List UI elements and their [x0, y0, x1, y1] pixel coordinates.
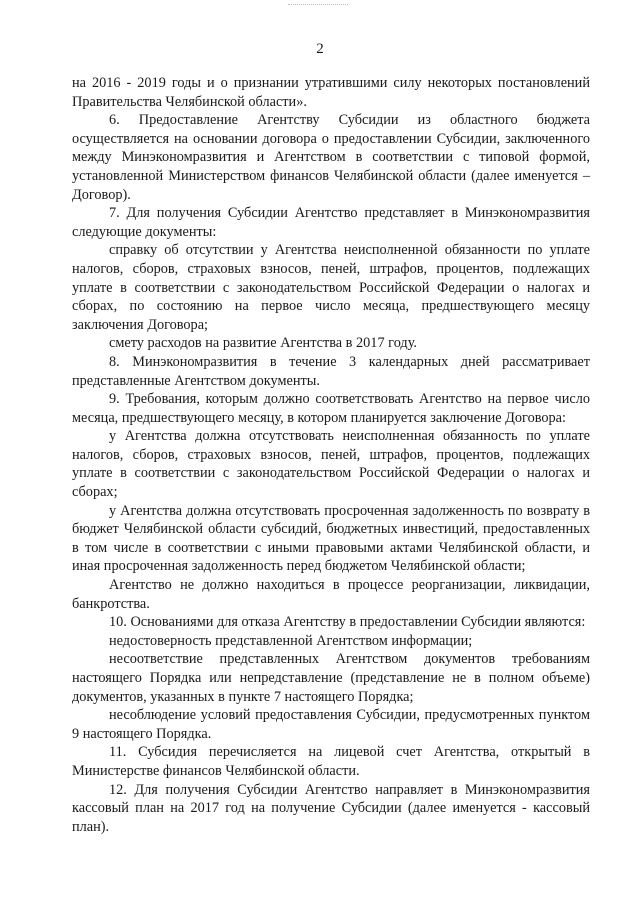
paragraph-continuation: на 2016 - 2019 годы и о признании утратившими силу некоторых постановлений Правительства Челябинской области».: [72, 75, 590, 110]
paragraph-item-7: 7. Для получения Субсидии Агентство представляет в Минэкономразвития следующие документы:: [72, 205, 590, 240]
document-body: [72, 74, 590, 836]
paragraph-item-9-req-3: Агентство не должно находиться в процессе реорганизации, ликвидации, банкротства.: [72, 577, 590, 612]
paragraph-item-6: 6. Предоставление Агентству Субсидии из областного бюджета осуществляется на основании договора о предоставлении Субсидии, заключенного между Минэкономразвития и Агентством в соответствии с типовой формой, установленной Министерством финансов Челябинской области (далее именуется – Договор).: [72, 112, 590, 203]
paragraph-item-10-reason-1: недостоверность представленной Агентством информации;: [109, 632, 473, 649]
paragraph-item-10-reason-3: несоблюдение условий предоставления Субсидии, предусмотренных пунктом 9 настоящего Порядка.: [72, 707, 590, 742]
paragraph-item-12: 12. Для получения Субсидии Агентство направляет в Минэкономразвития кассовый план на 2017 год на получение Субсидии (далее именуется - кассовый план).: [72, 781, 590, 835]
paragraph-item-7-doc-2: смету расходов на развитие Агентства в 2017 году.: [109, 335, 417, 352]
paragraph-item-7-doc-1: справку об отсутствии у Агентства неисполненной обязанности по уплате налогов, сборов, страховых взносов, пеней, штрафов, процентов, подлежащих уплате в соответствии с законодательством Российской Федерации о налогах и сборах, по состоянию на первое число месяца, предшествующего месяцу заключения Договора;: [72, 242, 590, 333]
paragraph-item-8: 8. Минэкономразвития в течение 3 календарных дней рассматривает представленные Агентством документы.: [72, 353, 590, 389]
page-number: 2: [316, 41, 324, 57]
paragraph-item-9-req-2: у Агентства должна отсутствовать просроченная задолженность по возврату в бюджет Челябинской области субсидий, бюджетных инвестиций, предоставленных в том числе в соответствии с иными правовыми актами Челябинской области, и иная просроченная задолженность перед бюджетом Челябинской области;: [72, 502, 590, 575]
paragraph-item-11: 11. Субсидия перечисляется на лицевой счет Агентства, открытый в Министерстве финансов Челябинской области.: [72, 744, 590, 779]
scan-artifact: [288, 4, 348, 8]
paragraph-item-9-req-1: у Агентства должна отсутствовать неисполненная обязанность по уплате налогов, сборов, страховых взносов, пеней, штрафов, процентов, подлежащих уплате в соответствии с законодательством Российской Федерации о налогах и сборах;: [72, 428, 590, 501]
paragraph-item-9: 9. Требования, которым должно соответствовать Агентство на первое число месяца, предшествующего месяцу, в котором планируется заключение Договора:: [72, 391, 590, 426]
paragraph-item-10: 10. Основаниями для отказа Агентству в предоставлении Субсидии являются:: [109, 614, 586, 631]
paragraph-item-10-reason-2: несоответствие представленных Агентством документов требованиям настоящего Порядка или непредставление (представление не в полном объеме) документов, указанных в пункте 7 настоящего Порядка;: [72, 651, 590, 705]
